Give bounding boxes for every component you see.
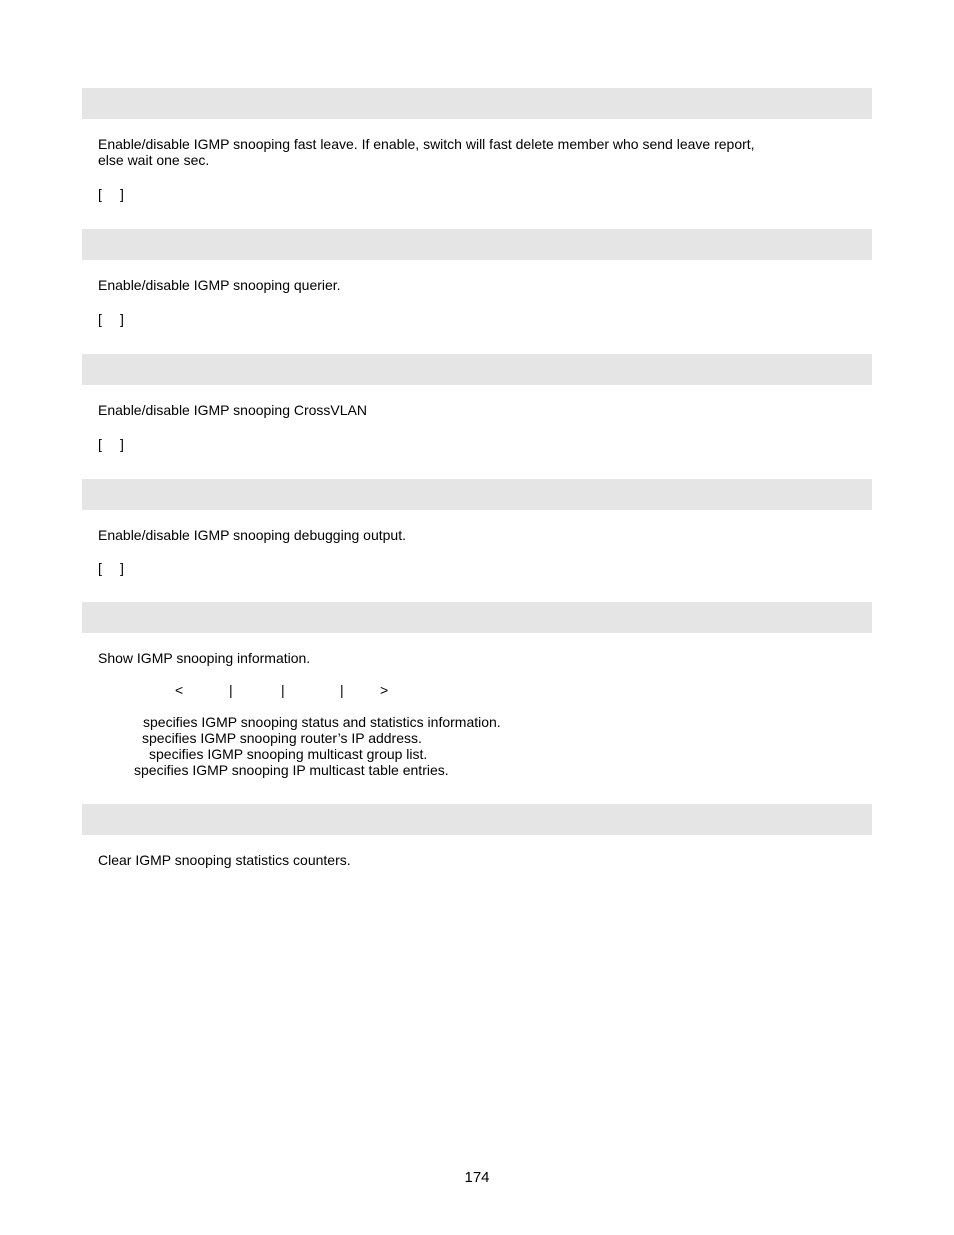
syntax-bracket-open: [ [98, 436, 102, 452]
syntax-angle-close: > [380, 682, 389, 698]
syntax-pipe: | [340, 682, 344, 698]
section-description-line: Enable/disable IGMP snooping fast leave. If enable, switch will fast delete member who send leave report, [98, 136, 755, 152]
param-description: specifies IGMP snooping IP multicast table entries. [134, 762, 449, 778]
syntax-pipe: | [229, 682, 233, 698]
syntax-bracket-open: [ [98, 186, 102, 202]
section-description: Enable/disable IGMP snooping querier. [98, 277, 341, 293]
section-header-bar [82, 88, 872, 119]
syntax-bracket-close: ] [120, 436, 124, 452]
syntax-bracket-open: [ [98, 560, 102, 576]
section-header-bar [82, 479, 872, 510]
section-description: Clear IGMP snooping statistics counters. [98, 852, 351, 868]
section-header-bar [82, 804, 872, 835]
syntax-bracket-close: ] [120, 311, 124, 327]
syntax-angle-open: < [175, 682, 184, 698]
syntax-bracket-open: [ [98, 311, 102, 327]
section-description: Show IGMP snooping information. [98, 650, 311, 666]
syntax-bracket-close: ] [120, 186, 124, 202]
syntax-pipe: | [281, 682, 285, 698]
section-header-bar [82, 354, 872, 385]
page-number: 174 [464, 1169, 490, 1186]
section-description: Enable/disable IGMP snooping debugging output. [98, 527, 406, 543]
section-description-line: else wait one sec. [98, 152, 210, 168]
section-header-bar [82, 229, 872, 260]
syntax-bracket-close: ] [120, 560, 124, 576]
section-header-bar [82, 602, 872, 633]
param-description: specifies IGMP snooping multicast group list. [149, 746, 428, 762]
section-description: Enable/disable IGMP snooping CrossVLAN [98, 402, 368, 418]
param-description: specifies IGMP snooping router’s IP address. [142, 730, 422, 746]
param-description: specifies IGMP snooping status and statistics information. [143, 714, 501, 730]
